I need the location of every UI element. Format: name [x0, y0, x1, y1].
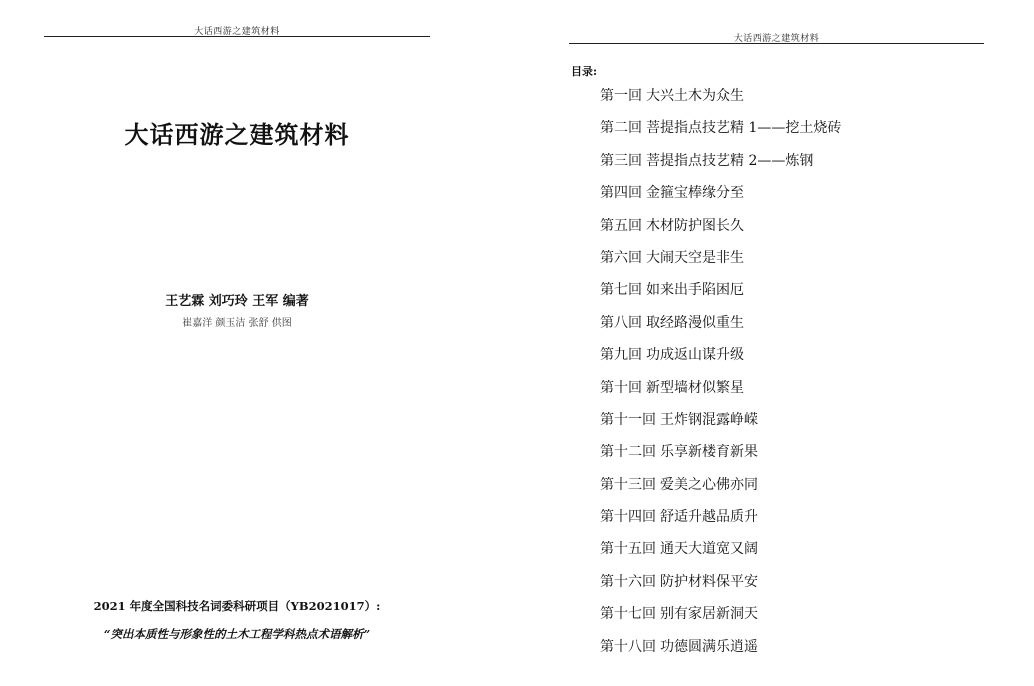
- toc-item[interactable]: [600, 343, 841, 375]
- toc-item[interactable]: [600, 149, 841, 181]
- chapter-number: 第九回: [600, 347, 642, 364]
- book-title: 大话西游之建筑材料: [124, 120, 350, 149]
- toc-item[interactable]: [600, 278, 841, 310]
- toc-item[interactable]: [600, 116, 841, 148]
- header-rule: [569, 43, 984, 44]
- authors: 王艺霖 刘巧玲 王军 编著: [165, 294, 309, 309]
- toc-item[interactable]: [600, 376, 841, 408]
- chapter-number: 第十三回: [600, 476, 656, 493]
- chapter-title: 功成返山谋升级: [646, 347, 744, 364]
- chapter-number: 第一回: [600, 88, 642, 104]
- chapter-title: 取经路漫似重生: [646, 314, 744, 331]
- chapter-number: 第六回: [600, 249, 642, 266]
- toc-item[interactable]: [600, 602, 841, 634]
- toc-item[interactable]: [600, 505, 841, 537]
- chapter-title: 金箍宝棒缘分至: [646, 185, 744, 202]
- toc-item[interactable]: [600, 181, 841, 213]
- project-title: “突出本质性与形象性的土木工程学科热点术语解析”: [103, 627, 371, 641]
- toc-item[interactable]: [600, 473, 841, 505]
- chapter-number: 第十七回: [600, 606, 656, 623]
- chapter-number: 第十八回: [600, 638, 656, 655]
- toc-item[interactable]: [600, 440, 841, 472]
- chapter-number: 第十一回: [600, 411, 656, 428]
- chapter-title: 大闹天空是非生: [646, 249, 744, 266]
- chapter-number: 第十六回: [600, 573, 656, 590]
- chapter-number: 第十二回: [600, 444, 656, 461]
- chapter-number: 第十四回: [600, 509, 656, 526]
- header-rule: [44, 36, 430, 37]
- chapter-title: 如来出手陷困厄: [646, 282, 744, 299]
- toc-label: 目录:: [571, 65, 598, 78]
- toc-item[interactable]: [600, 635, 841, 667]
- chapter-title: 木材防护图长久: [646, 217, 744, 234]
- toc-item[interactable]: [600, 408, 841, 440]
- toc-list: [600, 84, 841, 667]
- running-header: 大话西游之建筑材料: [194, 27, 280, 37]
- toc-item[interactable]: [600, 84, 841, 116]
- chapter-title: 爱美之心佛亦同: [660, 476, 758, 493]
- toc-item[interactable]: [600, 214, 841, 246]
- chapter-title: 菩提指点技艺精 1——挖土烧砖: [646, 120, 842, 137]
- toc-page: [540, 0, 1034, 686]
- chapter-title: 新型墙材似繁星: [646, 379, 744, 396]
- chapter-title: 乐享新楼育新果: [660, 444, 758, 461]
- chapter-title: 菩提指点技艺精 2——炼钢: [646, 152, 814, 169]
- chapter-title: 舒适升越品质升: [660, 509, 758, 526]
- chapter-number: 第三回: [600, 152, 642, 169]
- chapter-number: 第十回: [600, 379, 642, 396]
- chapter-number: 第二回: [600, 120, 642, 137]
- illustrators: 崔嘉洋 颜玉洁 张舒 供图: [182, 318, 292, 329]
- cover-page: [0, 0, 470, 686]
- toc-item[interactable]: [600, 537, 841, 569]
- chapter-title: 别有家居新洞天: [660, 606, 758, 623]
- toc-item[interactable]: [600, 246, 841, 278]
- chapter-title: 功德圆满乐逍遥: [660, 638, 758, 655]
- chapter-number: 第八回: [600, 314, 642, 331]
- chapter-number: 第七回: [600, 282, 642, 299]
- chapter-title: 大兴土木为众生: [646, 88, 744, 104]
- chapter-number: 第五回: [600, 217, 642, 234]
- running-header: 大话西游之建筑材料: [733, 34, 820, 44]
- chapter-title: 王炸钢混露峥嵘: [660, 411, 758, 428]
- toc-item[interactable]: [600, 311, 841, 343]
- toc-item[interactable]: [600, 570, 841, 602]
- project-line: 2021 年度全国科技名词委科研项目（YB2021017）:: [93, 599, 381, 613]
- chapter-number: 第四回: [600, 185, 642, 202]
- chapter-title: 防护材料保平安: [660, 573, 758, 590]
- chapter-title: 通天大道宽又阔: [660, 541, 758, 558]
- chapter-number: 第十五回: [600, 541, 656, 558]
